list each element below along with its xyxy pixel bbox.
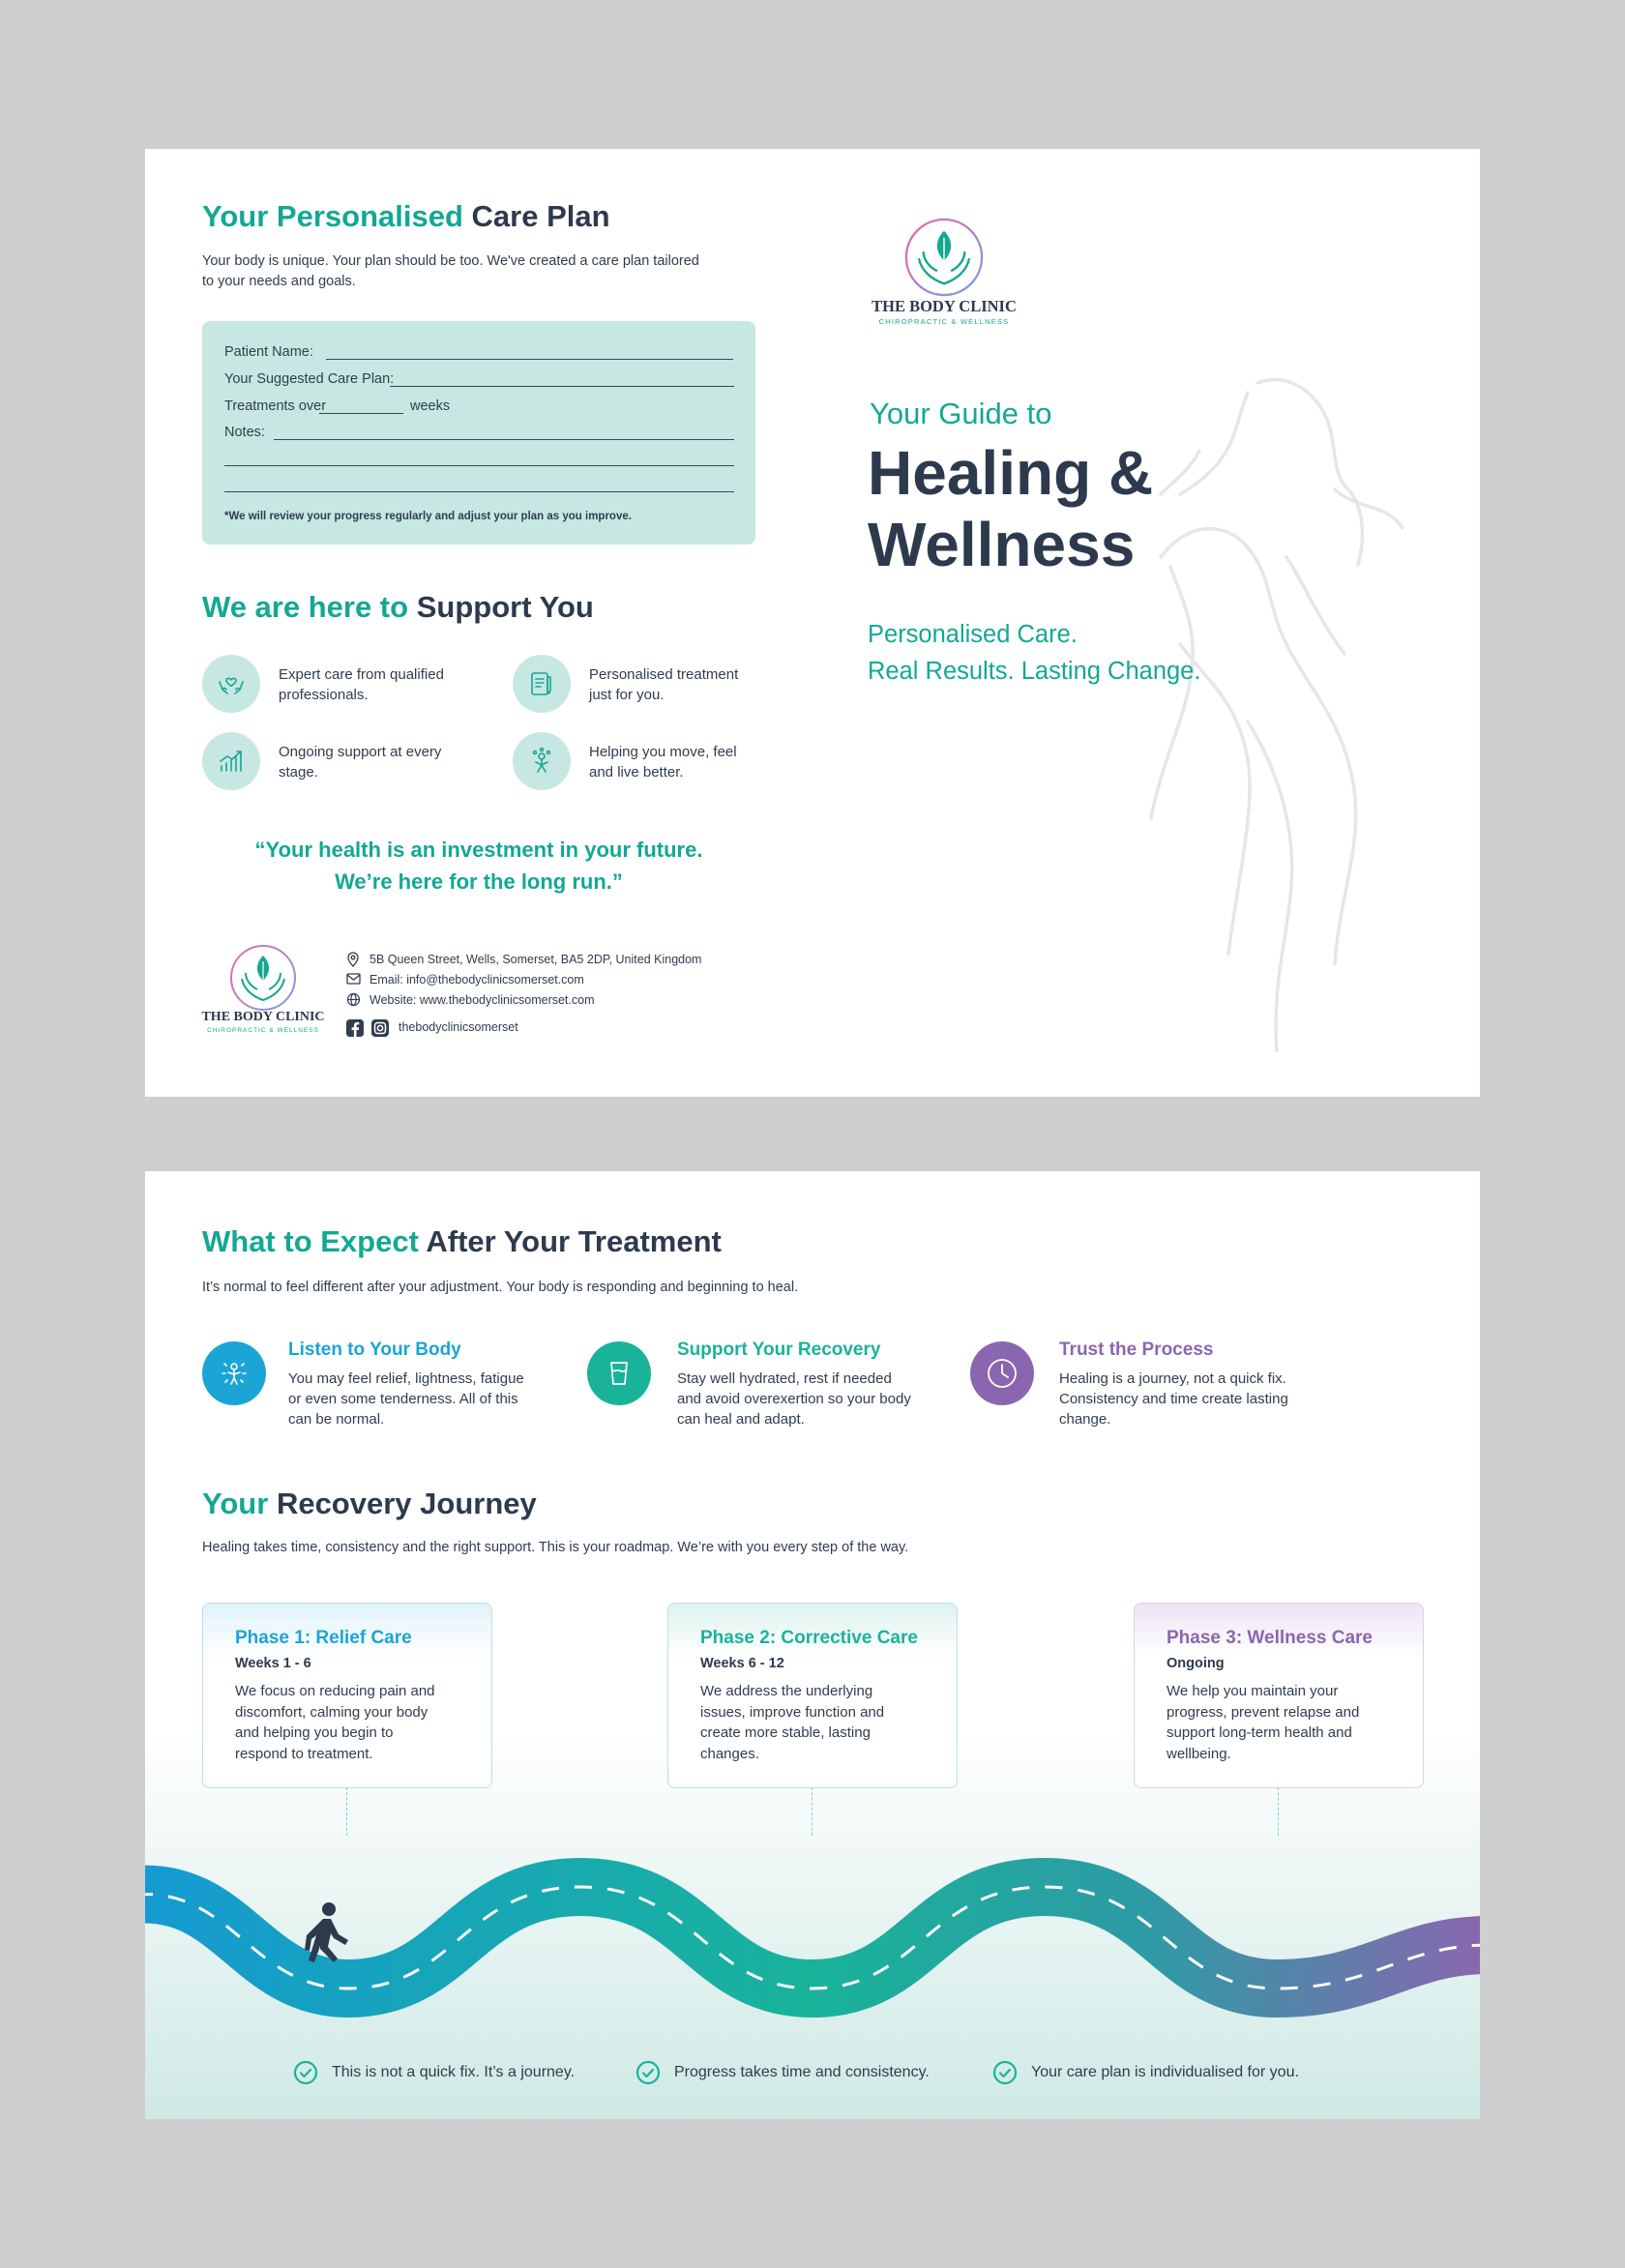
check-item-text: Your care plan is individualised for you.: [1031, 2064, 1299, 2080]
check-circle-icon: [992, 2060, 1018, 2085]
expect-item-text: [677, 1369, 911, 1429]
support-heading: [202, 590, 594, 625]
phase-card: [1134, 1603, 1424, 1788]
phase-duration: Weeks 1 - 6: [235, 1656, 311, 1671]
walking-person-icon: [305, 1902, 348, 1962]
phase-connector: [346, 1787, 347, 1836]
suggested-plan-label: Your Suggested Care Plan:: [224, 371, 395, 387]
expect-item-text: [1059, 1369, 1288, 1429]
brochure-outside-spread: [145, 149, 1480, 1097]
bar-chart-growth-icon: [202, 732, 260, 790]
hands-heart-icon: [202, 655, 260, 713]
cover-title-line-1: Healing &: [868, 438, 1154, 508]
expect-text-line: Consistency and time create lasting: [1059, 1391, 1288, 1407]
phase-text-line: We help you maintain your: [1167, 1683, 1339, 1699]
phase-description: [700, 1681, 937, 1764]
phase-duration: Weeks 6 - 12: [700, 1656, 784, 1671]
expect-text-line: can be normal.: [288, 1411, 385, 1428]
cover-title-line-2: Wellness: [868, 510, 1136, 579]
clinic-logo-mark-icon: [901, 217, 988, 298]
weeks-label: weeks: [410, 398, 451, 414]
investment-quote: [202, 834, 755, 898]
body-sparkle-icon: [202, 1341, 266, 1405]
expect-text-line: You may feel relief, lightness, fatigue: [288, 1370, 524, 1387]
cover-tagline: [868, 616, 1200, 690]
cover-title: [868, 437, 1153, 580]
expect-text-line: Healing is a journey, not a quick fix.: [1059, 1370, 1286, 1387]
phase-text-line: support long-term health and: [1167, 1724, 1352, 1741]
cover-tagline-line-1: Personalised Care.: [868, 621, 1078, 648]
expect-heading-accent: What to Expect: [202, 1224, 419, 1258]
check-item-text: This is not a quick fix. It’s a journey.: [332, 2064, 576, 2080]
care-plan-intro-line2: to your needs and goals.: [202, 274, 356, 289]
journey-heading-accent: Your: [202, 1487, 269, 1520]
contact-address-text: 5B Queen Street, Wells, Somerset, BA5 2DP, United Kingdom: [369, 953, 702, 966]
phase-title: Phase 3: Wellness Care: [1167, 1628, 1373, 1648]
contact-email-text[interactable]: Email: info@thebodyclinicsomerset.com: [369, 973, 584, 987]
phase-connector: [1278, 1787, 1279, 1836]
cover-logo: [867, 217, 1021, 333]
phase-description: [235, 1681, 472, 1764]
treatments-count-field[interactable]: [319, 413, 403, 414]
expect-text-line: or even some tenderness. All of this: [288, 1391, 518, 1407]
cover-tagline-line-2: Real Results. Lasting Change.: [868, 658, 1201, 685]
cover-logo-name: THE BODY CLINIC: [872, 297, 1017, 315]
notes-field-line-2[interactable]: [224, 465, 734, 466]
cover-guide-label: Your Guide to: [870, 397, 1052, 430]
check-item-text: Progress takes time and consistency.: [674, 2064, 930, 2080]
notes-label: Notes:: [224, 425, 265, 440]
phase-description: [1167, 1681, 1403, 1764]
phase-title: Phase 1: Relief Care: [235, 1628, 412, 1648]
phase-text-line: issues, improve function and: [700, 1703, 885, 1721]
journey-heading: [202, 1487, 537, 1521]
globe-icon: [346, 992, 361, 1007]
cover-logo-tagline: CHIROPRACTIC & WELLNESS: [878, 317, 1010, 326]
phase-text-line: progress, prevent relapse and: [1167, 1703, 1360, 1721]
phase-text-line: wellbeing.: [1167, 1745, 1231, 1762]
clipboard-pen-icon: [513, 655, 571, 713]
support-item-personalised: [589, 664, 738, 705]
expect-item-title: Listen to Your Body: [288, 1340, 461, 1360]
phase-text-line: and helping you begin to: [235, 1724, 394, 1741]
support-item-text-line: Expert care from qualified: [279, 666, 444, 683]
support-item-text-line: just for you.: [589, 687, 665, 703]
social-icons: [346, 1018, 389, 1038]
journey-intro: Healing takes time, consistency and the right support. This is your roadmap. We’re with you every step of the way.: [202, 1540, 909, 1555]
support-item-text-line: stage.: [279, 764, 318, 781]
notes-field-line-3[interactable]: [224, 491, 734, 492]
treatments-over-label: Treatments over: [224, 398, 327, 414]
care-plan-form: [202, 321, 755, 545]
check-circle-icon: [293, 2060, 318, 2085]
expect-intro: It’s normal to feel different after your adjustment. Your body is responding and beginning to heal.: [202, 1280, 799, 1295]
contact-website-text[interactable]: Website: www.thebodyclinicsomerset.com: [369, 993, 595, 1007]
recovery-road: [145, 1848, 1480, 2042]
care-plan-heading-accent: Your Personalised: [202, 199, 463, 233]
care-plan-intro-line1: Your body is unique. Your plan should be too. We've created a care plan tailored: [202, 253, 699, 269]
email-envelope-icon: [346, 972, 361, 986]
patient-name-field[interactable]: [326, 359, 733, 360]
instagram-icon[interactable]: [371, 1019, 389, 1037]
phase-card: [667, 1603, 958, 1788]
phase-card: [202, 1603, 492, 1788]
support-item-move-better: [589, 742, 737, 782]
care-plan-heading: [202, 199, 610, 234]
expect-item-title: Support Your Recovery: [677, 1340, 881, 1360]
phase-text-line: create more stable, lasting: [700, 1724, 871, 1741]
support-item-text-line: Personalised treatment: [589, 666, 739, 683]
phase-title: Phase 2: Corrective Care: [700, 1628, 918, 1648]
check-circle-icon: [635, 2060, 661, 2085]
support-item-text-line: Ongoing support at every: [279, 744, 442, 760]
expect-item-text: [288, 1369, 524, 1429]
expect-text-line: can heal and adapt.: [677, 1411, 805, 1428]
phase-text-line: We focus on reducing pain and: [235, 1683, 435, 1699]
support-item-text-line: Helping you move, feel: [589, 744, 737, 760]
brochure-inside-spread: [145, 1171, 1480, 2119]
quote-line-2: We’re here for the long run.”: [335, 869, 623, 894]
water-glass-icon: [587, 1341, 651, 1405]
contact-social-handle[interactable]: thebodyclinicsomerset: [399, 1020, 518, 1034]
support-heading-rest: Support You: [416, 590, 594, 624]
footer-logo-name: THE BODY CLINIC: [201, 1010, 325, 1024]
person-flower-icon: [513, 732, 571, 790]
location-pin-icon: [346, 952, 360, 967]
phase-text-line: We address the underlying: [700, 1683, 873, 1699]
expect-heading-rest: After Your Treatment: [426, 1224, 722, 1258]
quote-line-1: “Your health is an investment in your future.: [254, 838, 703, 862]
female-silhouette-icon: [1141, 373, 1480, 1097]
expect-text-line: and avoid overexertion so your body: [677, 1391, 911, 1407]
clinic-logo-mark-icon: [226, 944, 300, 1012]
footer-logo-tagline: CHIROPRACTIC & WELLNESS: [207, 1027, 319, 1034]
expect-text-line: Stay well hydrated, rest if needed: [677, 1370, 892, 1387]
notes-field-line-1[interactable]: [274, 439, 734, 440]
suggested-plan-field[interactable]: [390, 386, 734, 387]
phase-text-line: respond to treatment.: [235, 1745, 373, 1762]
expect-item-title: Trust the Process: [1059, 1340, 1214, 1360]
care-plan-footnote: *We will review your progress regularly and adjust your plan as you improve.: [224, 511, 632, 522]
journey-heading-rest: Recovery Journey: [276, 1487, 537, 1520]
support-heading-accent: We are here to: [202, 590, 409, 624]
clock-icon: [970, 1341, 1034, 1405]
phase-duration: Ongoing: [1167, 1656, 1225, 1671]
expect-heading: [202, 1224, 722, 1259]
support-item-ongoing: [279, 742, 441, 782]
support-item-expert-care: [279, 664, 444, 705]
care-plan-intro: [202, 251, 699, 292]
support-item-text-line: and live better.: [589, 764, 684, 781]
phase-text-line: changes.: [700, 1745, 759, 1762]
expect-text-line: change.: [1059, 1411, 1111, 1428]
phase-text-line: discomfort, calming your body: [235, 1703, 428, 1721]
patient-name-label: Patient Name:: [224, 344, 313, 360]
care-plan-heading-rest: Care Plan: [471, 199, 610, 233]
support-item-text-line: professionals.: [279, 687, 369, 703]
footer-logo: [199, 944, 327, 1041]
